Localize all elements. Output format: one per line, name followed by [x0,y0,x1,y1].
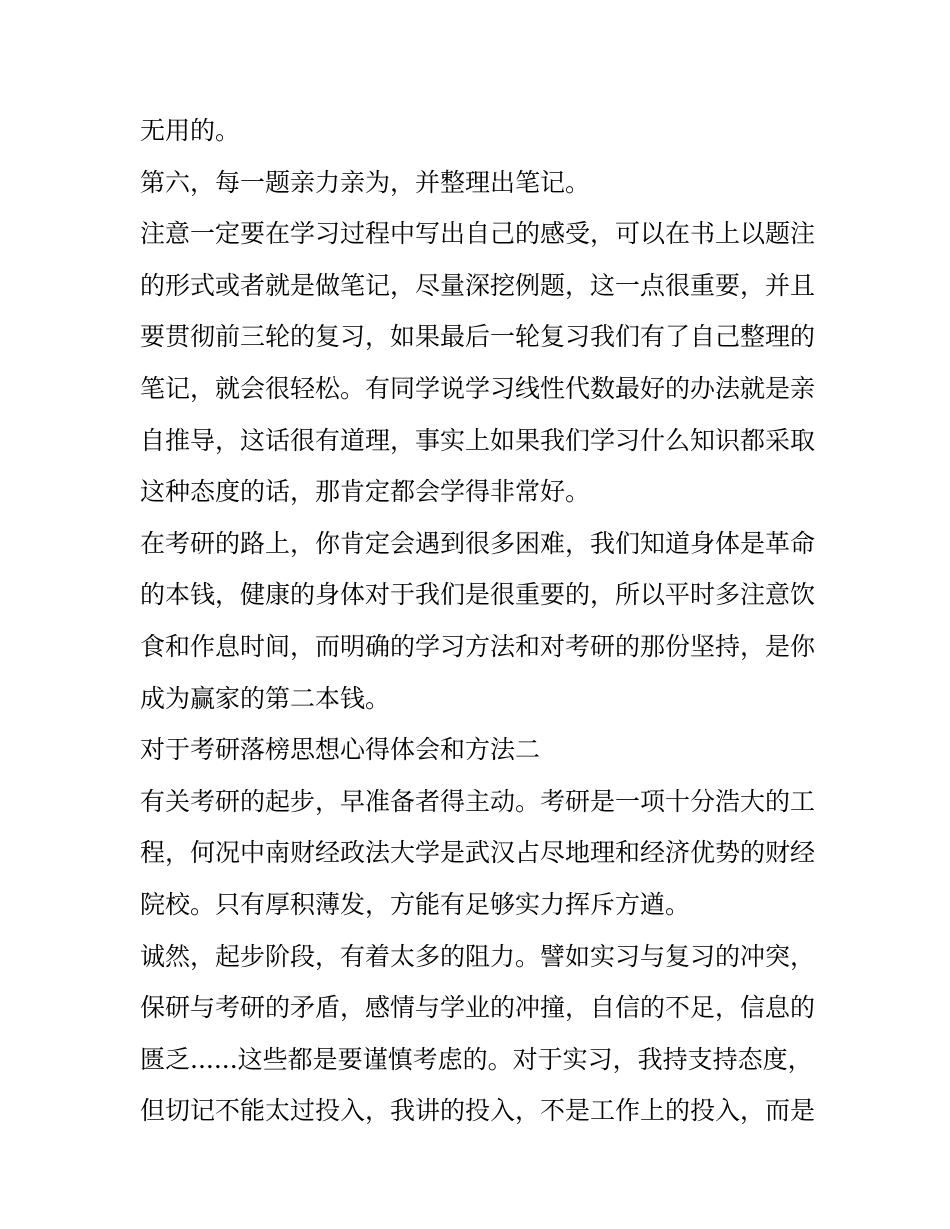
text-line: 注意一定要在学习过程中写出自己的感受，可以在书上以题注 [140,219,816,249]
text-line: 自推导，这话很有道理，事实上如果我们学习什么知识都采取 [140,425,816,455]
text-line: 保研与考研的矛盾，感情与学业的冲撞，自信的不足，信息的 [140,993,816,1023]
text-line: 但切记不能太过投入，我讲的投入，不是工作上的投入，而是 [140,1096,816,1126]
text-line: 第六，每一题亲力亲为，并整理出笔记。 [140,167,591,197]
text-line: 的形式或者就是做笔记，尽量深挖例题，这一点很重要，并且 [140,270,816,300]
text-line: 成为赢家的第二本钱。 [140,683,391,713]
text-line: 程，何况中南财经政法大学是武汉占尽地理和经济优势的财经 [140,838,816,868]
text-line: 食和作息时间，而明确的学习方法和对考研的那份坚持，是你 [140,631,816,661]
text-line: 笔记，就会很轻松。有同学说学习线性代数最好的办法就是亲 [140,373,816,403]
text-line: 诚然，起步阶段，有着太多的阻力。譬如实习与复习的冲突， [140,941,816,971]
text-line: 这种态度的话，那肯定都会学得非常好。 [140,477,591,507]
text-line: 无用的。 [140,116,241,145]
text-line: 匮乏......这些都是要谨慎考虑的。对于实习，我持支持态度， [140,1044,813,1074]
text-line: 要贯彻前三轮的复习，如果最后一轮复习我们有了自己整理的 [140,322,816,352]
text-line: 的本钱，健康的身体对于我们是很重要的，所以平时多注意饮 [140,580,816,610]
text-line: 有关考研的起步，早准备者得主动。考研是一项十分浩大的工 [140,786,816,816]
text-line: 在考研的路上，你肯定会遇到很多困难，我们知道身体是革命 [140,528,816,558]
text-line: 院校。只有厚积薄发，方能有足够实力挥斥方遒。 [140,889,691,919]
document-body [140,105,820,1137]
section-heading: 对于考研落榜思想心得体会和方法二 [140,735,541,765]
